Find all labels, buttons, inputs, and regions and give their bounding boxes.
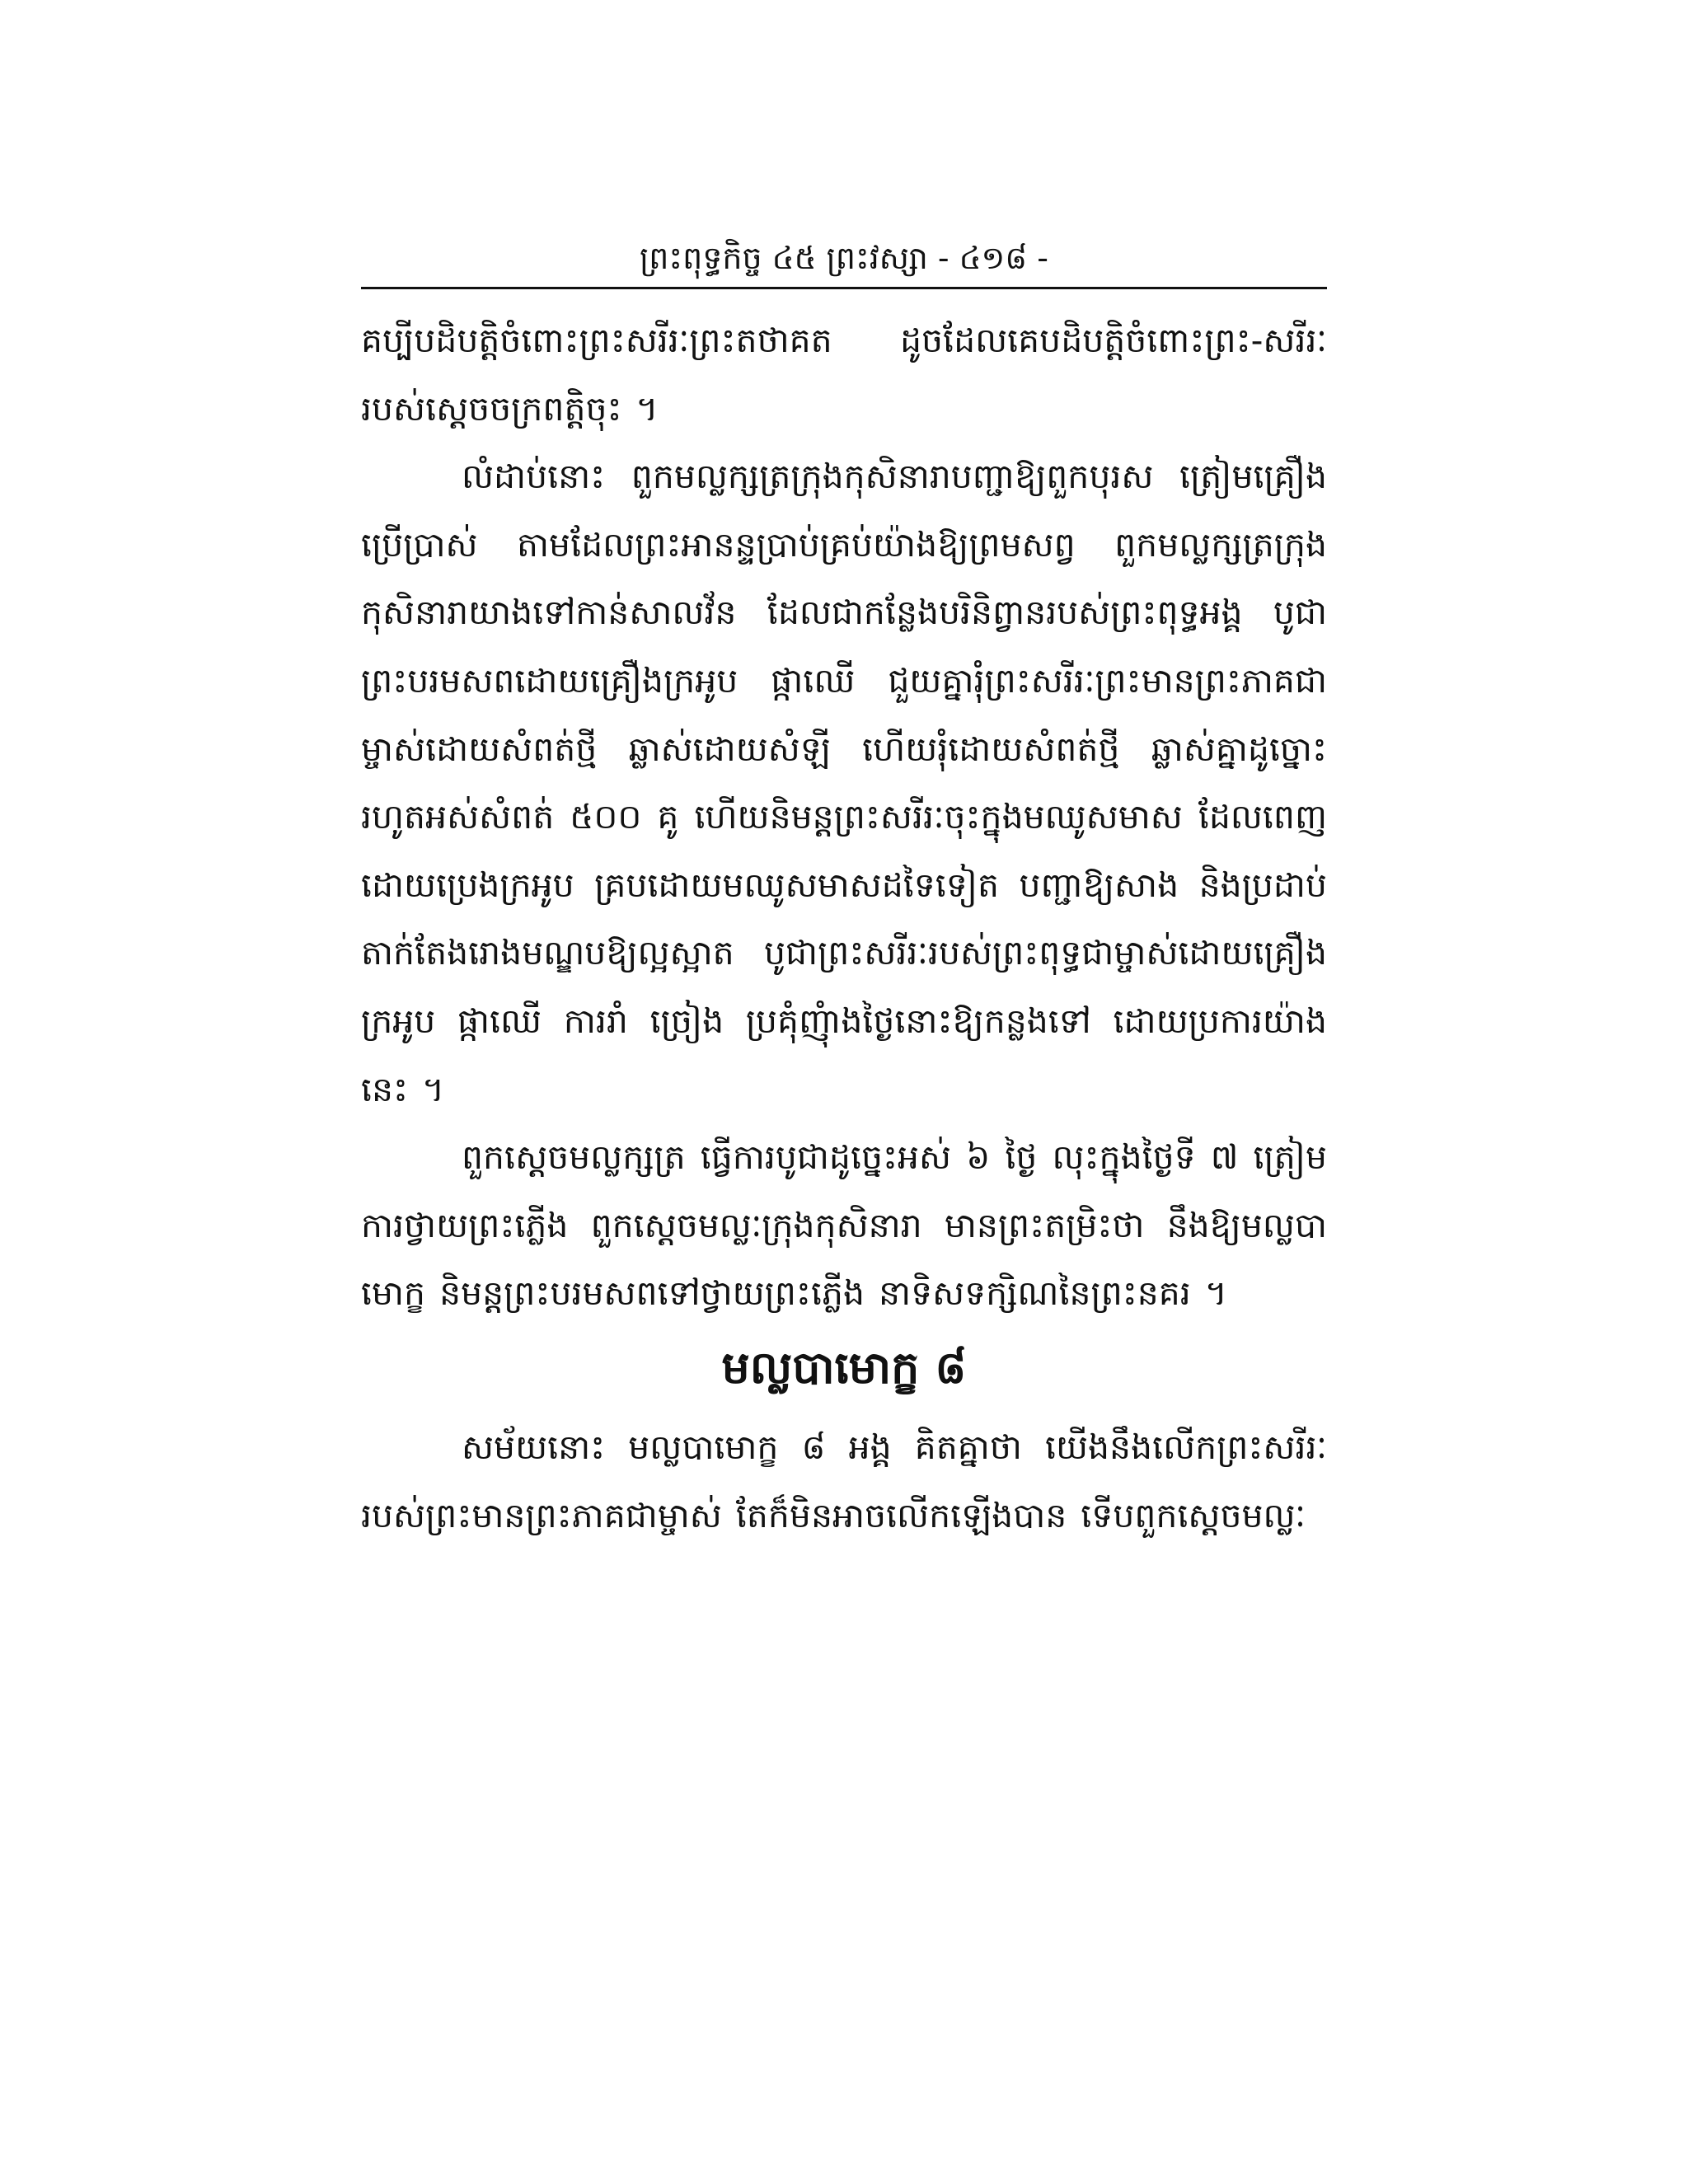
body-text (361, 307, 1327, 1549)
paragraph-funeral-preparations: លំដាប់នោះ ពួកមល្លក្សត្រក្រុងកុសិនារាបញ្ជាឱ្យពួកបុរស ត្រៀមគ្រឿងប្រើប្រាស់ តាមដែលព្រះអានន្ទប្រាប់គ្រប់យ៉ាងឱ្យព្រមសព្វ ពួកមល្លក្សត្រក្រុងកុសិនារាយាងទៅកាន់សាលវ័ន ដែលជាកន្លែងបរិនិព្វានរបស់ព្រះពុទ្ធអង្គ បូជាព្រះបរមសពដោយគ្រឿងក្រអូប ផ្កាឈើ ជួយគ្នារុំព្រះសរីរៈព្រះមានព្រះភាគជាម្ចាស់ដោយសំពត់ថ្មី ឆ្លាស់ដោយសំឡី ហើយរុំដោយសំពត់ថ្មី ឆ្លាស់គ្នាដូច្នោះ រហូតអស់សំពត់ ៥០០ គូ ហើយនិមន្តព្រះសរីរៈចុះក្នុងមឈូសមាស ដែលពេញដោយប្រេងក្រអូប គ្របដោយមឈូសមាសដទៃទៀត បញ្ជាឱ្យសាង និងប្រដាប់តាក់តែងរោងមណ្ឌបឱ្យល្អស្អាត បូជាព្រះសរីរៈរបស់ព្រះពុទ្ធជាម្ចាស់ដោយគ្រឿងក្រអូប ផ្កាឈើ ការរាំ ច្រៀង ប្រគុំញុំាងថ្ងៃនោះឱ្យកន្លងទៅ ដោយប្រការយ៉ាងនេះ ។ (361, 457, 1327, 1109)
running-header: ព្រះពុទ្ធកិច្ច ៤៥ ព្រះវស្សា - ៤១៨ - (639, 240, 1049, 276)
paragraph-continued: គប្បីបដិបត្តិចំពោះព្រះសរីរៈព្រះតថាគត ដូចដែលគេបដិបត្តិចំពោះព្រះ-សរីរៈរបស់ស្តេចចក្រពត្តិចុះ ។ (361, 321, 1327, 429)
paragraph-eight-mallas: សម័យនោះ មល្លបាមោក្ខ ៨ អង្គ គិតគ្នាថា យើងនឹងលើកព្រះសរីរៈរបស់ព្រះមានព្រះភាគជាម្ចាស់ តែក៏មិនអាចលើកឡើងបាន ទើបពួកស្តេចមល្លៈ (361, 1427, 1327, 1535)
section-heading: មល្លបាមោក្ខ ៨ (721, 1341, 967, 1394)
paragraph-seven-days: ពួកស្តេចមល្លក្សត្រ ធ្វើការបូជាដូច្នេះអស់ ៦ ថ្ងៃ លុះក្នុងថ្ងៃទី ៧ ត្រៀមការថ្វាយព្រះភ្លើង ពួកស្តេចមល្លៈក្រុងកុសិនារា មានព្រះតម្រិះថា នឹងឱ្យមល្លបាមោក្ខ និមន្តព្រះបរមសពទៅថ្វាយព្រះភ្លើង នាទិសទក្សិណនៃព្រះនគរ ។ (361, 1137, 1327, 1314)
header-rule (361, 287, 1327, 289)
